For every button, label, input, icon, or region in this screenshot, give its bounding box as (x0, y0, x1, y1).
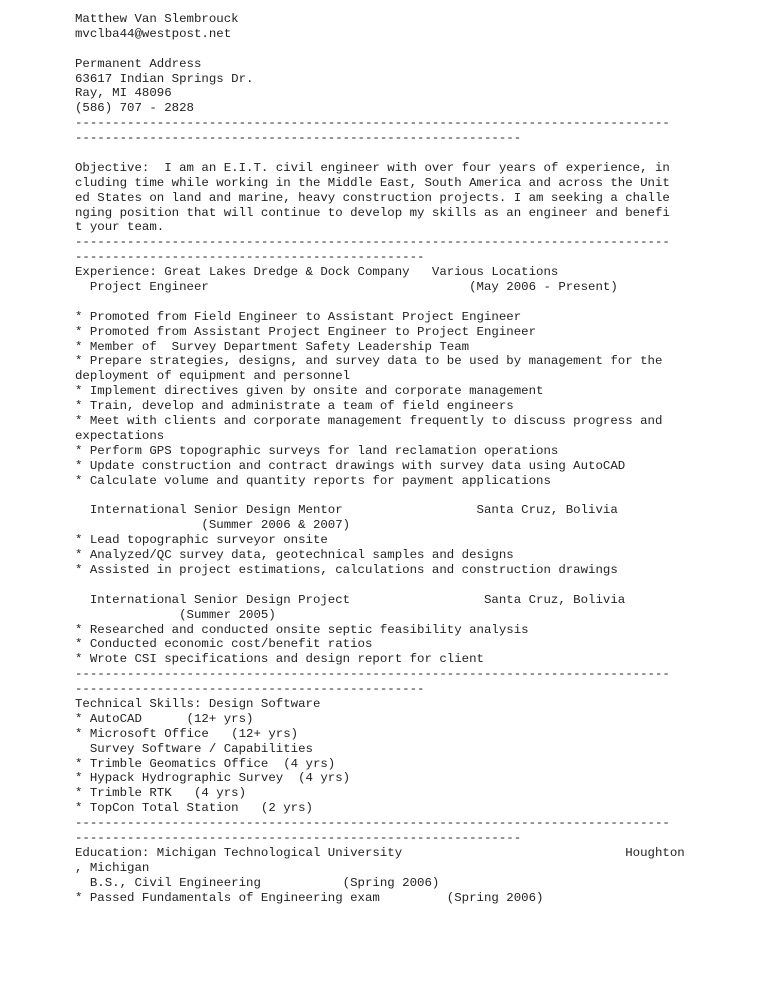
resume-line: International Senior Design Mentor Santa Cruz, Bolivia (75, 503, 618, 518)
resume-line: * Passed Fundamentals of Engineering exam (Spring 2006) (75, 890, 544, 905)
resume-line: 63617 Indian Springs Dr. (75, 71, 254, 86)
resume-line: -------------------------------------------------------------------------------- (75, 116, 670, 131)
resume-line: Project Engineer (May 2006 - Present) (75, 280, 618, 295)
resume-line: * Analyzed/QC survey data, geotechnical samples and designs (75, 548, 514, 563)
resume-line (75, 489, 755, 504)
resume-line: Experience: Great Lakes Dredge & Dock Company Various Locations (75, 265, 559, 280)
resume-line: International Senior Design Project Santa Cruz, Bolivia (75, 592, 626, 607)
resume-line: * TopCon Total Station (2 yrs) (75, 801, 313, 816)
resume-line: * Member of Survey Department Safety Leadership Team (75, 339, 470, 354)
resume-line: -------------------------------------------------------------------------------- (75, 816, 670, 831)
resume-line: * AutoCAD (12+ yrs) (75, 711, 254, 726)
resume-line: ------------------------------------------------------------ (75, 131, 522, 146)
resume-line: * Lead topographic surveyor onsite (75, 533, 328, 548)
resume-line (75, 146, 755, 161)
resume-line: Technical Skills: Design Software (75, 696, 321, 711)
resume-line: -------------------------------------------------------------------------------- (75, 235, 670, 250)
resume-line: ----------------------------------------------- (75, 250, 425, 265)
resume-line: Ray, MI 48096 (75, 86, 172, 101)
resume-line: deployment of equipment and personnel (75, 369, 351, 384)
resume-line: Permanent Address (75, 56, 202, 71)
resume-document (75, 12, 755, 905)
resume-line: * Prepare strategies, designs, and survey data to be used by management for the (75, 354, 663, 369)
resume-line: * Train, develop and administrate a team of field engineers (75, 399, 514, 414)
resume-line: t your team. (75, 220, 165, 235)
resume-line (75, 42, 755, 57)
resume-line (75, 578, 755, 593)
resume-line: * Researched and conducted onsite septic feasibility analysis (75, 622, 529, 637)
resume-line: * Assisted in project estimations, calculations and construction drawings (75, 562, 618, 577)
resume-line: * Hypack Hydrographic Survey (4 yrs) (75, 771, 351, 786)
resume-line: ------------------------------------------------------------ (75, 830, 522, 845)
resume-line: * Trimble RTK (4 yrs) (75, 786, 247, 801)
resume-line: * Microsoft Office (12+ yrs) (75, 726, 299, 741)
resume-line: * Implement directives given by onsite and corporate management (75, 384, 544, 399)
resume-line: mvclba44@westpost.net (75, 26, 232, 41)
resume-line: -------------------------------------------------------------------------------- (75, 667, 670, 682)
resume-line: * Perform GPS topographic surveys for land reclamation operations (75, 443, 559, 458)
resume-line: * Promoted from Assistant Project Engineer to Project Engineer (75, 324, 537, 339)
resume-line: (586) 707 - 2828 (75, 101, 194, 116)
resume-line: * Wrote CSI specifications and design report for client (75, 652, 484, 667)
resume-line: (Summer 2005) (75, 607, 276, 622)
resume-line: ----------------------------------------------- (75, 682, 425, 697)
resume-line: * Calculate volume and quantity reports for payment applications (75, 473, 551, 488)
resume-line: * Promoted from Field Engineer to Assistant Project Engineer (75, 309, 522, 324)
resume-line: * Conducted economic cost/benefit ratios (75, 637, 373, 652)
resume-line: Objective: I am an E.I.T. civil engineer with over four years of experience, in (75, 160, 670, 175)
resume-line: * Trimble Geomatics Office (4 yrs) (75, 756, 336, 771)
resume-line: expectations (75, 428, 165, 443)
resume-line: * Meet with clients and corporate management frequently to discuss progress and (75, 414, 663, 429)
resume-line: B.S., Civil Engineering (Spring 2006) (75, 875, 440, 890)
resume-line: Education: Michigan Technological University Houghton (75, 845, 685, 860)
resume-line: * Update construction and contract drawings with survey data using AutoCAD (75, 458, 626, 473)
resume-line: Survey Software / Capabilities (75, 741, 313, 756)
resume-line: nging position that will continue to develop my skills as an engineer and benefi (75, 205, 670, 220)
resume-line: ed States on land and marine, heavy construction projects. I am seeking a challe (75, 190, 670, 205)
resume-line: , Michigan (75, 860, 150, 875)
resume-line (75, 295, 755, 310)
resume-line: cluding time while working in the Middle East, South America and across the Unit (75, 175, 670, 190)
resume-line: (Summer 2006 & 2007) (75, 518, 351, 533)
resume-line: Matthew Van Slembrouck (75, 12, 239, 26)
